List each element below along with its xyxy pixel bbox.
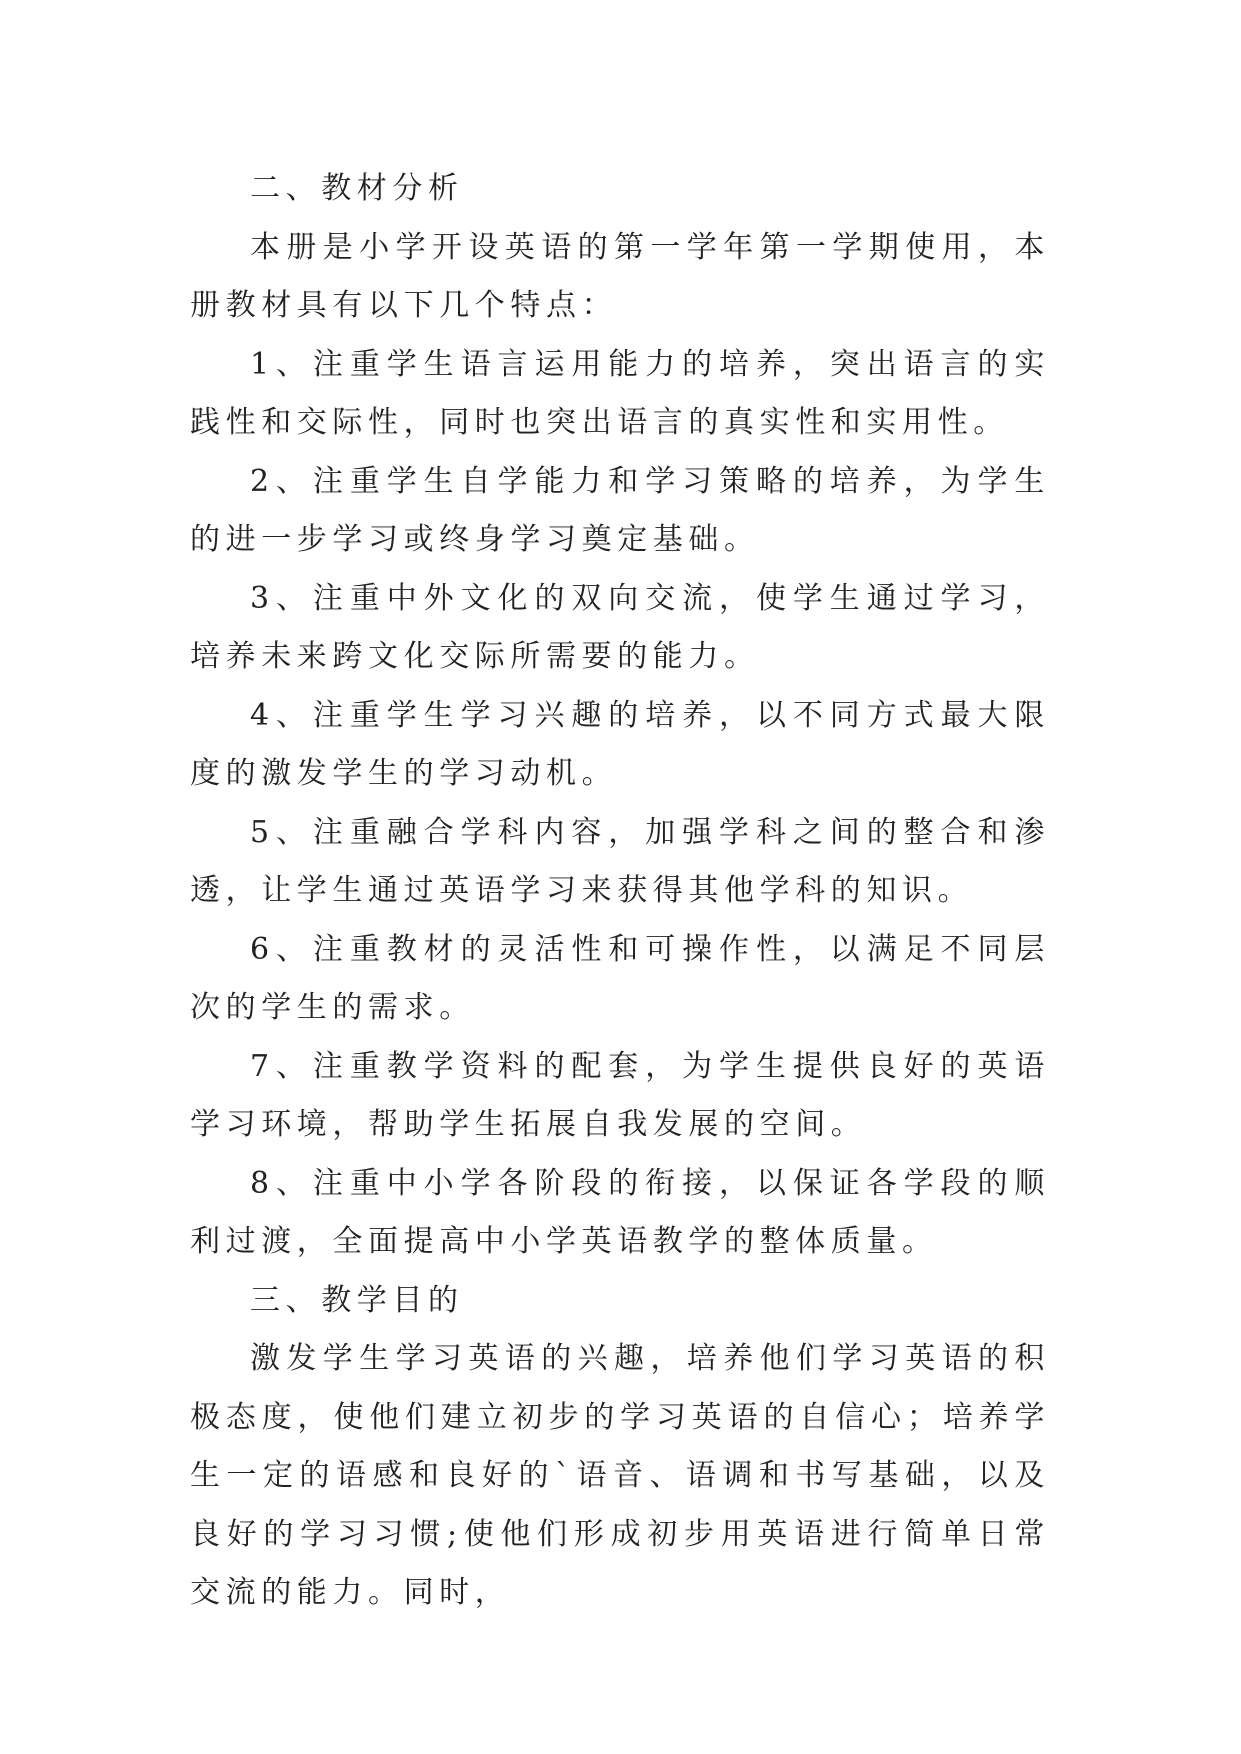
paragraph: 本册是小学开设英语的第一学年第一学期使用，本册教材具有以下几个特点： bbox=[190, 229, 1050, 323]
section-heading: 三、教学目的 bbox=[250, 1282, 464, 1318]
list-item: 6、注重教材的灵活性和可操作性，以满足不同层次的学生的需求。 bbox=[190, 931, 1050, 1025]
list-item: 3、注重中外文化的双向交流，使学生通过学习，培养未来跨文化交际所需要的能力。 bbox=[190, 580, 1050, 674]
paragraph: 激发学生学习英语的兴趣，培养他们学习英语的积极态度，使他们建立初步的学习英语的自信心；培养学生一定的语感和良好的`语音、语调和书写基础，以及良好的学习习惯;使他们形成初步用英语进行简单日常交流的能力。同时， bbox=[190, 1341, 1050, 1610]
document-body bbox=[190, 160, 1050, 1623]
list-item: 2、注重学生自学能力和学习策略的培养，为学生的进一步学习或终身学习奠定基础。 bbox=[190, 463, 1050, 557]
section-heading: 二、教材分析 bbox=[250, 171, 464, 206]
list-item: 1、注重学生语言运用能力的培养，突出语言的实践性和交际性，同时也突出语言的真实性和实用性。 bbox=[190, 346, 1050, 440]
list-item: 7、注重教学资料的配套，为学生提供良好的英语学习环境，帮助学生拓展自我发展的空间。 bbox=[190, 1048, 1050, 1142]
list-item: 5、注重融合学科内容，加强学科之间的整合和渗透，让学生通过英语学习来获得其他学科的知识。 bbox=[190, 814, 1050, 908]
list-item: 4、注重学生学习兴趣的培养，以不同方式最大限度的激发学生的学习动机。 bbox=[190, 697, 1050, 791]
list-item: 8、注重中小学各阶段的衔接，以保证各学段的顺利过渡，全面提高中小学英语教学的整体质量。 bbox=[190, 1165, 1050, 1259]
